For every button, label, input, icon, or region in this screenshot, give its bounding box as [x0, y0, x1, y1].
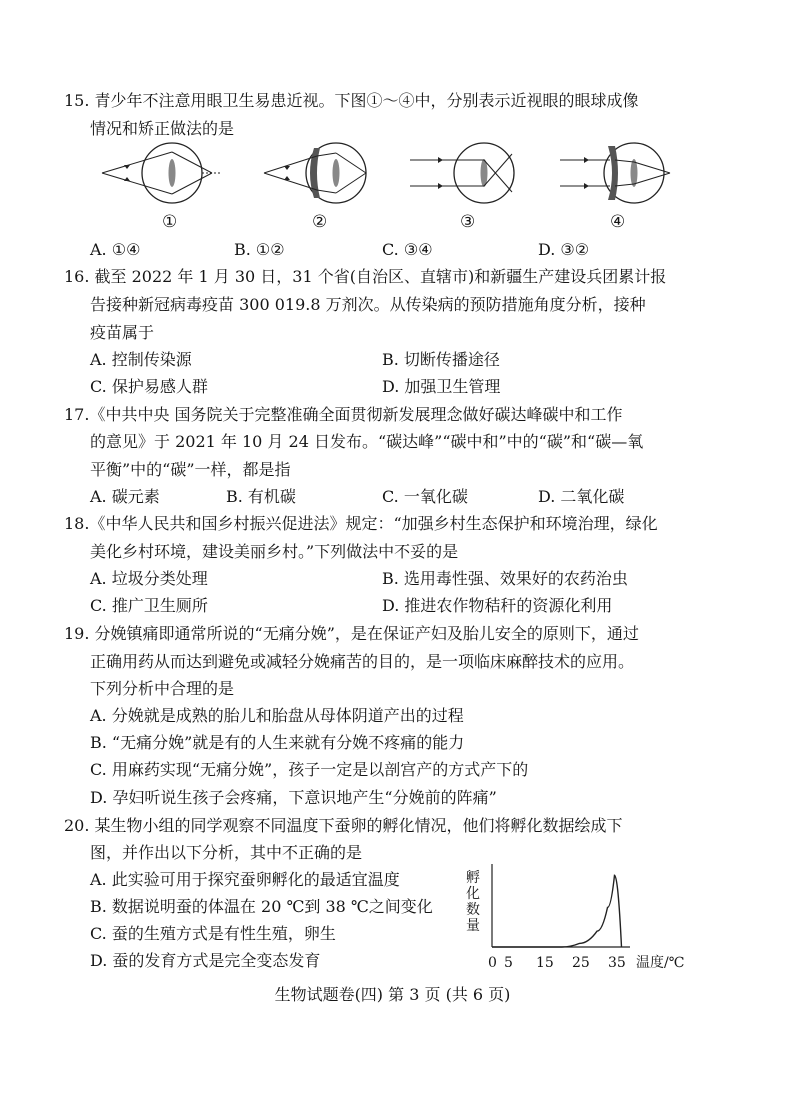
q16-stem-line1: 16. 截至 2022 年 1 月 30 日，31 个省(自治区、直辖市)和新疆生产建设兵团累计报 — [64, 267, 667, 286]
q16-stem-line3: 疫苗属于 — [90, 323, 155, 342]
x-tick-15: 15 — [536, 955, 554, 971]
q15-option-d[interactable]: D. ③② — [538, 240, 590, 259]
q19-option-a[interactable]: A. 分娩就是成熟的胎儿和胎盘从母体阴道产出的过程 — [90, 706, 464, 725]
q16-option-a[interactable]: A. 控制传染源 — [90, 350, 192, 369]
q18-option-c[interactable]: C. 推广卫生厕所 — [90, 596, 208, 615]
q18-option-a[interactable]: A. 垃圾分类处理 — [90, 569, 208, 588]
figure-label-4: ④ — [610, 212, 626, 232]
q20-option-c[interactable]: C. 蚕的生殖方式是有性生殖，卵生 — [90, 924, 336, 943]
q17-option-d[interactable]: D. 二氧化碳 — [538, 487, 625, 506]
q18-stem-line1: 18.《中华人民共和国乡村振兴促进法》规定：“加强乡村生态保护和环境治理，绿化 — [64, 514, 658, 533]
q20-option-a[interactable]: A. 此实验可用于探究蚕卵孵化的最适宜温度 — [90, 870, 400, 889]
q18-option-d[interactable]: D. 推进农作物秸秆的资源化利用 — [382, 596, 613, 615]
q16-stem-line2: 告接种新冠病毒疫苗 300 019.8 万剂次。从传染病的预防措施角度分析，接种 — [90, 295, 646, 314]
q19-option-b[interactable]: B. “无痛分娩”就是有的人生来就有分娩不疼痛的能力 — [90, 733, 465, 752]
q19-stem-line2: 正确用药从而达到避免或减轻分娩痛苦的目的，是一项临床麻醉技术的应用。 — [90, 652, 635, 671]
q16-option-b[interactable]: B. 切断传播途径 — [382, 350, 500, 369]
q15-stem-line1: 15. 青少年不注意用眼卫生易患近视。下图①～④中，分别表示近视眼的眼球成像 — [64, 91, 639, 110]
q17-stem-line3: 平衡”中的“碳”一样，都是指 — [90, 460, 291, 479]
x-tick-25: 25 — [572, 955, 590, 971]
q19-stem-line3: 下列分析中合理的是 — [90, 679, 235, 698]
x-tick-35: 35 — [608, 955, 626, 971]
q19-stem-line1: 19. 分娩镇痛即通常所说的“无痛分娩”，是在保证产妇及胎儿安全的原则下，通过 — [64, 624, 639, 643]
q17-stem-line1: 17.《中共中央 国务院关于完整准确全面贯彻新发展理念做好碳达峰碳中和工作 — [64, 405, 623, 424]
figure-label-2: ② — [312, 212, 328, 232]
q17-option-c[interactable]: C. 一氧化碳 — [382, 487, 468, 506]
page-footer: 生物试题卷(四) 第 3 页 (共 6 页) — [274, 985, 511, 1004]
eye-diagram-1 — [100, 140, 220, 210]
q16-option-d[interactable]: D. 加强卫生管理 — [382, 377, 501, 396]
figure-label-1: ① — [162, 212, 178, 232]
eye-diagram-4 — [558, 140, 678, 210]
q19-option-d[interactable]: D. 孕妇听说生孩子会疼痛，下意识地产生“分娩前的阵痛” — [90, 788, 497, 807]
q18-option-b[interactable]: B. 选用毒性强、效果好的农药治虫 — [382, 569, 628, 588]
q15-option-b[interactable]: B. ①② — [234, 240, 285, 259]
q20-stem-line2: 图，并作出以下分析，其中不正确的是 — [90, 843, 363, 862]
q15-option-c[interactable]: C. ③④ — [382, 240, 433, 259]
eye-diagram-2 — [262, 140, 382, 210]
q17-stem-line2: 的意见》于 2021 年 10 月 24 日发布。“碳达峰”“碳中和”中的“碳”和“碳—氧 — [90, 432, 644, 451]
x-axis-label: 温度/℃ — [636, 955, 685, 971]
chart-y-axis-label: 孵化数量 — [466, 870, 480, 934]
q18-stem-line2: 美化乡村环境，建设美丽乡村。”下列做法中不妥的是 — [90, 542, 459, 561]
x-tick-0: 0 — [488, 955, 497, 971]
q17-option-a[interactable]: A. 碳元素 — [90, 487, 160, 506]
q19-option-c[interactable]: C. 用麻药实现“无痛分娩”，孩子一定是以剖宫产的方式产下的 — [90, 760, 529, 779]
eye-diagram-3 — [408, 140, 528, 210]
hatching-chart — [480, 860, 680, 960]
x-tick-5: 5 — [504, 955, 513, 971]
hatching-curve — [492, 875, 622, 947]
q20-option-b[interactable]: B. 数据说明蚕的体温在 20 ℃到 38 ℃之间变化 — [90, 897, 433, 916]
q16-option-c[interactable]: C. 保护易感人群 — [90, 377, 208, 396]
q20-option-d[interactable]: D. 蚕的发育方式是完全变态发育 — [90, 951, 321, 970]
q15-stem-line2: 情况和矫正做法的是 — [90, 119, 235, 138]
q17-option-b[interactable]: B. 有机碳 — [226, 487, 296, 506]
q15-option-a[interactable]: A. ①④ — [90, 240, 141, 259]
figure-label-3: ③ — [460, 212, 476, 232]
q20-stem-line1: 20. 某生物小组的同学观察不同温度下蚕卵的孵化情况，他们将孵化数据绘成下 — [64, 816, 623, 835]
